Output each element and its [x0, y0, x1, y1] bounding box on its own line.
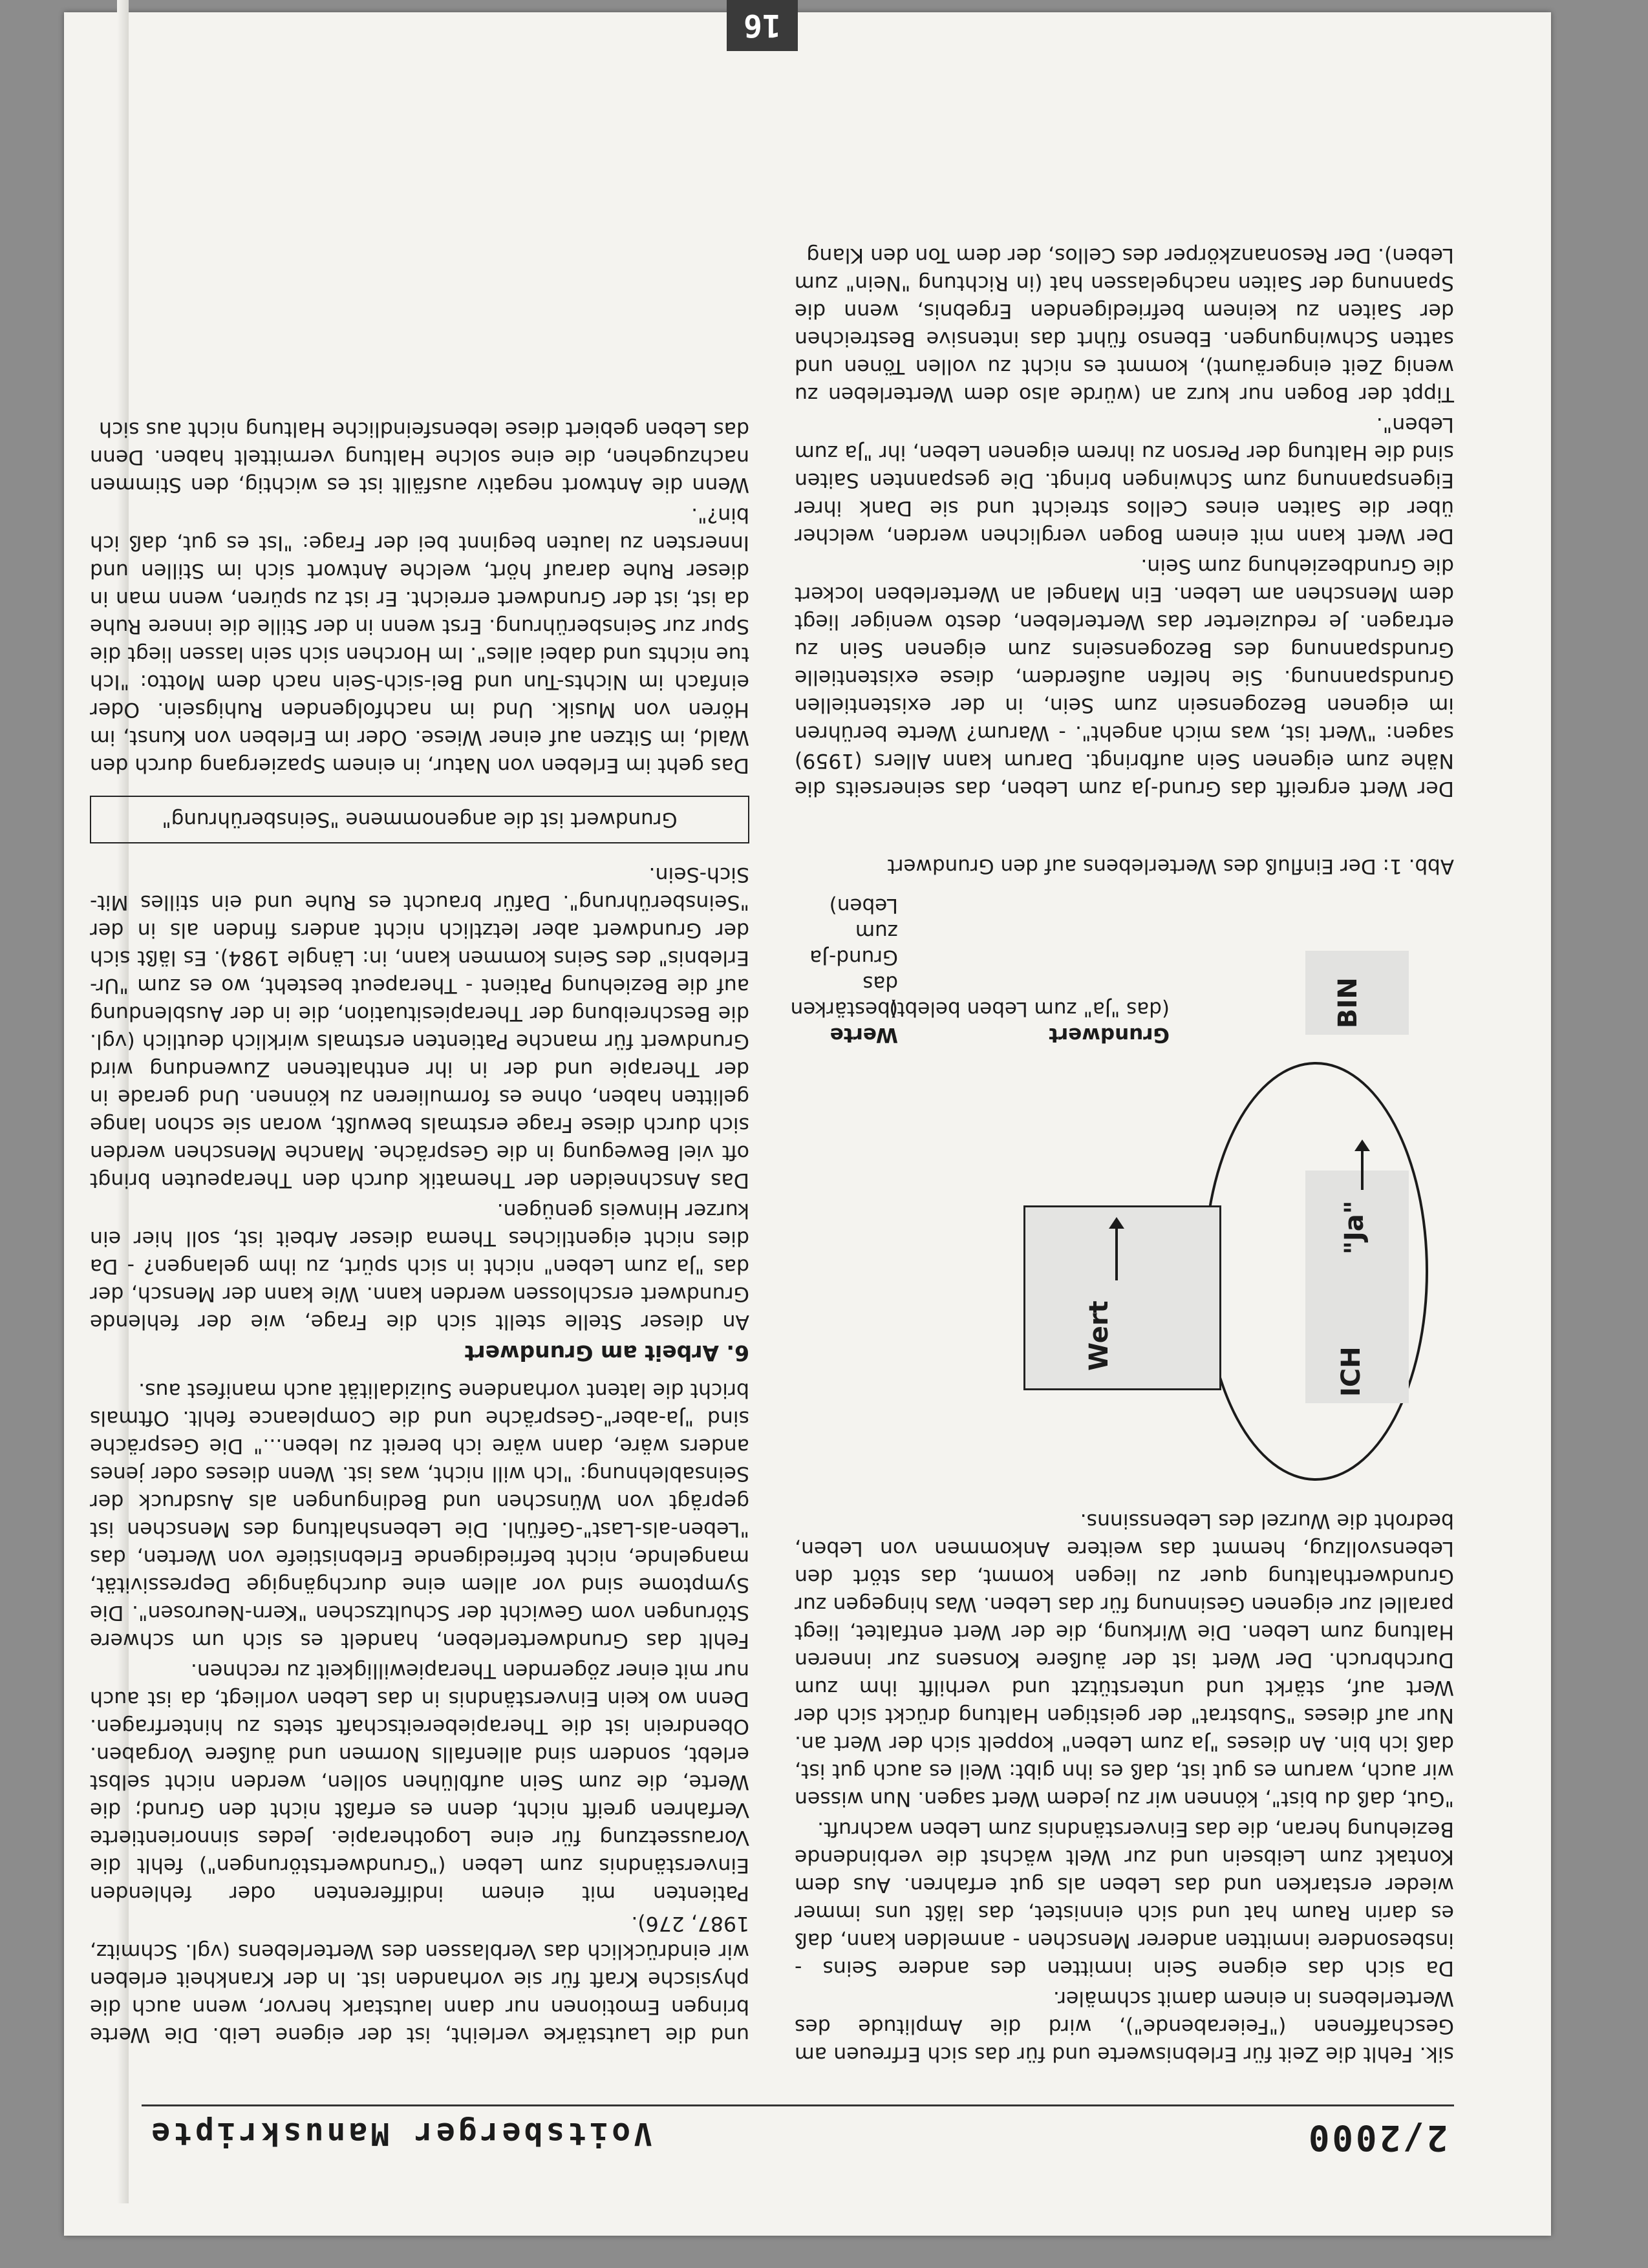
journal-title: Voitsberger Manuskripte: [148, 2115, 652, 2152]
legend-sub-werte: (bestärken das Grund-Ja zum Leben): [790, 894, 898, 1021]
paragraph: Das Anschneiden der Thematik durch den Therapeuten bringt oft viel Bewegung in die Gespräche. Manche Menschen werden sich durch diese Frage erstmals bewußt, woran sie schon lange gelitten haben, ohne es formulieren zu können. Und gerade in der Therapie und der in ihr enthaltenen Zuwendung wird Grundwert für manche Patienten erstmals wirklich deutlich (vgl. die Beschreibung der Therapiesituation, die in der Ausblendung auf die Beziehung Patient - Therapeut besteht, wo es zum "Ur-Erlebnis" des Seins kommen kann, in: Längle 1984). Es läßt sich der Grundwert aber letztlich nicht anders finden als in der "Seinsberührung". Dafür braucht es Ruhe und ein stilles Mit-Sich-Sein.: [90, 863, 749, 1192]
paragraph: An dieser Stelle stellt sich die Frage, wie der fehlende Grundwert erschlossen werden kann. Wie kann der Mensch, der das "Ja zum Leben" nicht in sich spürt, zu ihm gelangen? - Da dies nicht eigentliches Thema dieser Arbeit ist, soll hier ein kurzer Hinweis genügen.: [90, 1199, 749, 1333]
paragraph: "Gut, daß du bist", können wir zu jedem Wert sagen. Nun wissen wir auch, warum es gut ist, daß es ihn gibt: Weil es auch gut ist, daß ich bin. An dieses "Ja zum Leben" koppelt sich der Wert an. Nur auf dieses "Substrat" der geistigen Haltung drückt sich der Wert auf, stärkt und unterstützt und verhilft ihm zum Durchbruch. Der Wert ist der äußere Konsens zur inneren Haltung zum Leben. Die Wirkung, die der Wert entfaltet, liegt parallel zur eigenen Gesinnung für das Leben. Was hingegen zur Grundwerthaltung quer zu liegen kommt, das stört den Lebensvollzug, hemmt das weitere Ankommen von Leben, bedroht die Wurzel des Lebenssinns.: [795, 1509, 1454, 1810]
figure-label-bin: BIN: [1333, 977, 1363, 1028]
highlight-box: Grundwert ist die angenommene "Seinsberührung": [90, 796, 749, 843]
figure-label-wert: Wert: [1084, 1300, 1114, 1371]
figure-caption: Abb. 1: Der Einfluß des Werterlebens auf den Grundwert: [887, 854, 1454, 878]
legend-title-werte: Werte: [829, 1023, 898, 1046]
figure-legend-werte: [791, 893, 898, 1048]
arrow-right-icon: [1115, 1229, 1118, 1280]
paragraph: und die Lautstärke verleiht, ist der eigene Leib. Die Werte bringen Emotionen nur dann lautstark hervor, wenn auch die physische Kraft für sie vorhanden ist. In der Krankheit erleben wir eindrücklich das Verblassen des Werterlebens (vgl. Schmitz, 1987, 276).: [90, 1912, 749, 2046]
legend-sub-grundwert: (das "Ja" zum Leben belebt): [889, 997, 1170, 1021]
journal-page: [64, 7, 1551, 2236]
paragraph: Tippt der Bogen nur kurz an (würde also dem Werterleben zu wenig Zeit eingeräumt), kommt es nicht zu vollen Tönen und satten Schwingungen. Ebenso führt das intensive Bestreichen der Saiten zu keinem befriedigenden Ergebnis, wenn die Spannung der Saiten nachgelassen hat (in Richtung "Nein" zum Leben). Der Resonanzkörper des Cellos, der dem Ton den Klang: [795, 244, 1454, 406]
figure-grundwert: [790, 815, 1454, 1500]
paragraph: Da sich das eigene Sein inmitten des andere Seins - insbesondere inmitten anderer Menschen - anmelden kann, daß es darin Raum hat und sich einnistet, das läßt uns immer wieder erstarken und das Leben als gut erfahren. Aus dem Kontakt zum Leibsein und zur Welt wächst die verbindende Beziehung heran, die das Einverständnis zum Leben wachruft.: [795, 1818, 1454, 1980]
figure-wert-box: [1023, 1205, 1221, 1390]
header-rule: [142, 2104, 1454, 2106]
page-number-tab: 16: [727, 0, 798, 51]
section-heading: 6. Arbeit am Grundwert: [464, 1341, 749, 1366]
paragraph: Das geht im Erleben von Natur, in einem Spaziergang durch den Wald, im Sitzen auf einer Wiese. Oder im Erleben von Kunst, im Hören von Musik. Und im nachfolgenden Ruhigsein. Oder einfach im Nichts-Tun und Bei-sich-Sein nach dem Motto: "Ich tue nichts und dabei alles". Im Horchen sich sein lassen liegt die Spur zur Seinsberührung. Erst wenn in der Stille die innere Ruhe da ist, ist der Grundwert erreicht. Er ist zu spüren, wenn man in dieser Ruhe darauf hört, welche Antwort sich im Stillen und Innersten zu lauten beginnt bei der Frage: "Ist es gut, daß ich bin?".: [90, 503, 749, 777]
paragraph: Der Wert kann mit einem Bogen verglichen werden, welcher über die Saiten eines Cellos streicht und sie Dank ihrer Eigenspannung zum Schwingen bringt. Die gespannten Saiten sind die Haltung der Person zu ihrem eigenen Leben, ihr "Ja zum Leben".: [795, 413, 1454, 547]
issue-number: 2/2000: [1305, 2117, 1448, 2158]
arrow-down-icon: [1361, 1151, 1364, 1190]
right-column: [90, 412, 749, 2048]
paragraph: Der Wert ergreift das Grund-Ja zum Leben, das seinerseits die Nähe zum eigenen Sein aufbringt. Darum kann Allers (1959) sagen: "Wert ist, was mich angeht". - Warum? Werte berühren im eigenen Bezogensein zum Sein, in der existentiellen Grundspannung. Sie helfen außerdem, diese existentielle Grundspannung des Bezogenseins zum eigenen Sein zu ertragen. Je reduzierter das Werterleben, desto weniger liegt dem Menschen am Leben. Ein Mangel an Werterleben lockert die Grundbeziehung zum Sein.: [795, 555, 1454, 800]
paragraph: Fehlt das Grundwerterleben, handelt es sich um schwere Störungen vom Gewicht der Schultzschen "Kern-Neurosen". Die Symptome sind vor allem eine durchgängige Depressivität, mangelnde, nicht befriedigende Erlebnistiefe von Werten, das "Leben-als-Last"-Gefühl. Die Lebenshaltung des Menschen ist geprägt von Wünschen und Bedingungen als Ausdruck der Seinsablehnung: "Ich will nicht, was ist. Wenn dieses oder jenes anders wäre, dann wäre ich bereit zu leben..." Die Gespräche sind "Ja-aber"-Gespräche und die Compleance fehlt. Oftmals bricht die latent vorhandene Suizidalität auch manifest aus.: [90, 1379, 749, 1652]
legend-title-grundwert: Grundwert: [1049, 1023, 1170, 1046]
left-column: [790, 238, 1454, 2068]
paragraph: Wenn die Antwort negativ ausfällt ist es wichtig, den Stimmen nachzugehen, die eine solche Haltung vermittelt haben. Denn das Leben gebiert diese lebensfeindliche Haltung nicht aus sich: [90, 418, 749, 496]
paragraph: sik. Fehlt die Zeit für Erlebniswerte und für das sich Erfreuen am Geschaffenen ("Feierabende"), wird die Amplitude des Werterlebens in einem damit schmäler.: [795, 1987, 1454, 2066]
figure-legend-grundwert: [889, 996, 1170, 1048]
figure-label-ja: "Ja": [1340, 1200, 1369, 1255]
paragraph: Patienten mit einem indifferenten oder fehlenden Einverständnis zum Leben ("Grundwertstörungen") fehlt die Voraussetzung für eine Logotherapie. Jedes sinnorientierte Verfahren greift nicht, denn es erfaßt nicht den Grund; die Werte, die zum Sein aufblühen sollen, werden nicht selbst erlebt, sondern sind allenfalls Normen und äußere Vorgaben. Obendrein ist die Therapiebereitschaft stets zu hinterfragen. Denn wo kein Einverständnis in das Leben vorliegt, da ist auch nur mit einer zögernden Therapiewilligkeit zu rechnen.: [90, 1659, 749, 1905]
figure-label-ich: ICH: [1336, 1346, 1366, 1397]
